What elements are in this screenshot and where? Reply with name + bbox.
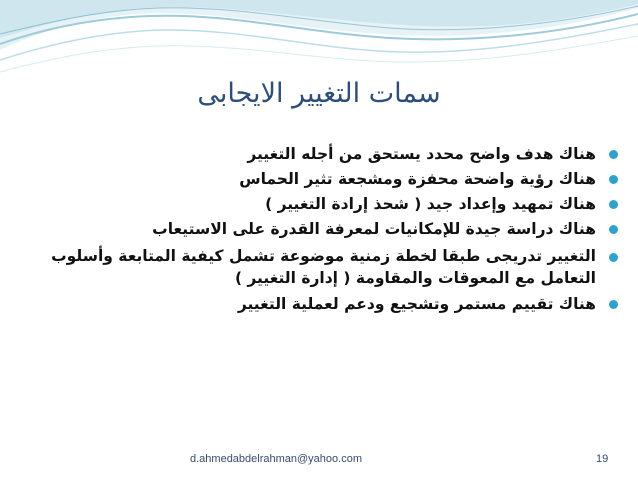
bullet-dot-icon [609,225,618,234]
bullet-item [22,217,622,242]
bullet-dot-icon [609,150,618,159]
bullet-text: التغيير تدريجى طبقا لخطة زمنية موضوعة تشمل كيفية المتابعة وأسلوب التعامل مع المعوقات والمقاومة ( إدارة التغيير ) [51,247,596,287]
bullet-item [22,142,622,167]
bullet-item [22,192,622,217]
bullet-text: هناك دراسة جيدة للإمكانيات لمعرفة القدرة على الاستيعاب [152,220,596,238]
bullet-item [22,245,622,289]
slide-title: سمات التغيير الايجابى [197,78,441,109]
bullet-item [22,292,622,317]
bullet-text: هناك رؤية واضحة محفزة ومشجعة تثير الحماس [239,170,596,188]
bullet-text: هناك تمهيد وإعداد جيد ( شحذ إرادة التغيير ) [265,195,596,213]
bullet-dot-icon [609,253,618,262]
bullet-dot-icon [609,300,618,309]
bullet-dot-icon [609,200,618,209]
bullet-item [22,167,622,192]
footer-email: d.ahmedabdelrahman@yahoo.com [190,453,362,465]
bullet-text: هناك تقييم مستمر وتشجيع ودعم لعملية التغيير [237,295,596,313]
bullet-list [22,142,622,317]
page-number: 19 [596,453,609,465]
bullet-dot-icon [609,175,618,184]
bullet-text: هناك هدف واضح محدد يستحق من أجله التغيير [247,145,596,163]
